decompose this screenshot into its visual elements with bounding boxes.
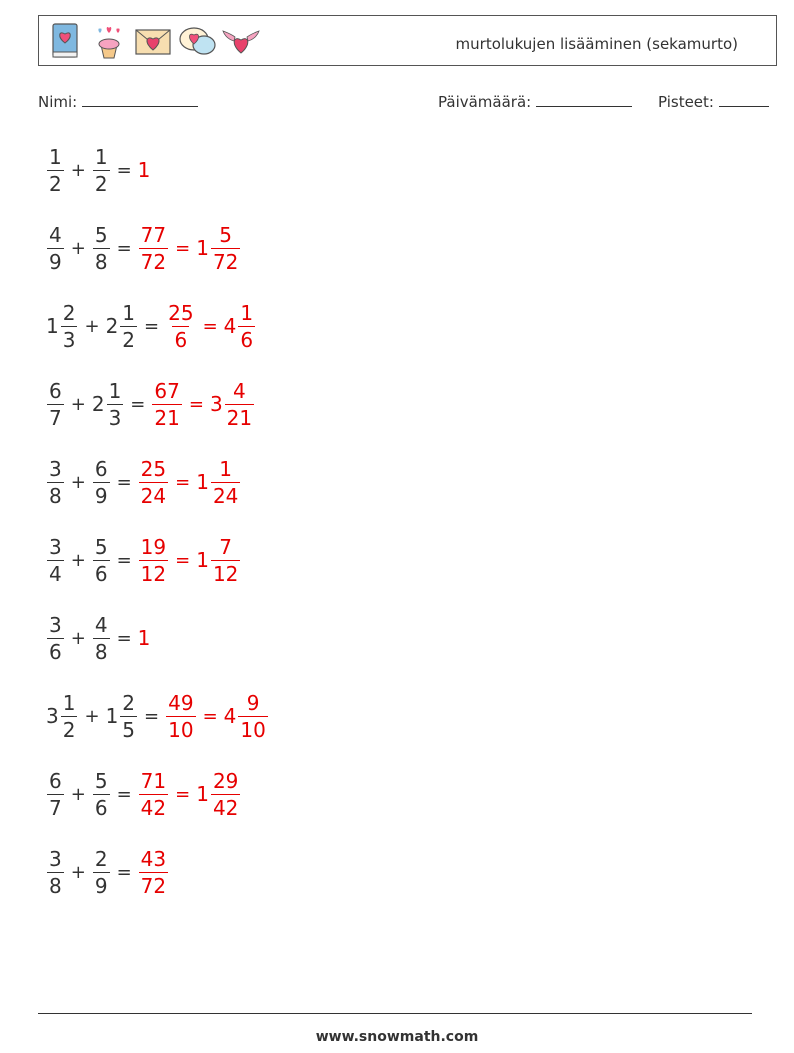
addend-1-fraction <box>47 768 64 820</box>
addend-2 <box>105 690 138 742</box>
answer-mixed-numerator: 1 <box>219 456 233 481</box>
speech-bubbles-heart-icon <box>177 21 217 61</box>
plus-sign: + <box>70 627 86 649</box>
addend-2-whole: 2 <box>91 392 105 416</box>
addend-1-numerator: 3 <box>49 612 62 637</box>
addend-1-numerator: 1 <box>62 690 76 715</box>
addend-2-fraction <box>93 846 110 898</box>
addend-1-fraction <box>47 144 64 196</box>
addend-2-denominator: 5 <box>122 717 136 742</box>
answer <box>138 626 152 650</box>
plus-sign: + <box>70 783 86 805</box>
name-label: Nimi: <box>38 93 78 111</box>
answer-mixed-numerator: 4 <box>233 378 246 403</box>
addend-2 <box>91 378 124 430</box>
answer-mixed-denominator: 72 <box>212 249 239 274</box>
answer <box>138 222 242 274</box>
addend-2-numerator: 6 <box>94 456 108 481</box>
addend-1-denominator: 7 <box>49 405 62 430</box>
answer-mixed-whole: 1 <box>196 236 209 260</box>
addend-1-numerator: 3 <box>49 534 62 559</box>
addend-2-denominator: 8 <box>94 249 108 274</box>
score-blank[interactable] <box>719 92 769 107</box>
date-blank[interactable] <box>536 92 632 107</box>
date-field[interactable] <box>438 92 632 111</box>
answer-improper-fraction <box>139 456 168 508</box>
addend-2-fraction <box>93 144 110 196</box>
answer-improper <box>138 768 169 820</box>
addend-2-denominator: 6 <box>94 795 108 820</box>
answer <box>138 158 152 182</box>
equals-sign: = <box>116 861 132 883</box>
addend-1-numerator: 2 <box>62 300 76 325</box>
name-blank[interactable] <box>82 92 198 107</box>
answer <box>138 534 242 586</box>
answer-mixed-whole: 4 <box>223 704 237 728</box>
addend-2 <box>92 456 111 508</box>
answer-improper-denominator: 72 <box>140 249 167 274</box>
addend-2-whole: 1 <box>105 704 119 728</box>
answer-improper-numerator: 19 <box>140 534 167 559</box>
addend-1-denominator: 8 <box>49 483 62 508</box>
addend-2-numerator: 5 <box>94 768 108 793</box>
problem-row <box>46 372 255 436</box>
answer-mixed <box>196 768 241 820</box>
answer-mixed-numerator: 9 <box>246 690 260 715</box>
answer <box>151 378 255 430</box>
answer-improper <box>138 534 169 586</box>
addend-2-fraction <box>93 222 110 274</box>
addend-1 <box>46 768 65 820</box>
answer-equals-sign: = <box>175 471 191 493</box>
equals-sign: = <box>116 627 132 649</box>
addend-1-denominator: 7 <box>49 795 62 820</box>
equals-sign: = <box>116 237 132 259</box>
answer-mixed <box>196 456 241 508</box>
answer-mixed-fraction <box>238 300 255 352</box>
answer-improper <box>165 690 196 742</box>
answer-mixed <box>223 690 269 742</box>
addend-2-fraction <box>93 768 110 820</box>
addend-1-denominator: 2 <box>62 717 76 742</box>
addend-2-denominator: 6 <box>94 561 108 586</box>
answer-mixed-whole: 1 <box>196 782 209 806</box>
equals-sign: = <box>116 783 132 805</box>
answer-mixed <box>223 300 256 352</box>
answer-mixed-numerator: 5 <box>219 222 233 247</box>
problem-row <box>46 294 256 358</box>
equals-sign: = <box>116 159 132 181</box>
problem-row <box>46 606 151 670</box>
problem-row <box>46 216 241 280</box>
addend-1-fraction <box>61 300 78 352</box>
plus-sign: + <box>84 705 100 727</box>
addend-1 <box>46 690 78 742</box>
answer-mixed-denominator: 6 <box>240 327 254 352</box>
addend-2-fraction <box>93 534 110 586</box>
addend-2-numerator: 5 <box>94 534 108 559</box>
addend-1-numerator: 1 <box>49 144 62 169</box>
plus-sign: + <box>70 471 86 493</box>
addend-1-fraction <box>47 378 64 430</box>
addend-1-denominator: 4 <box>49 561 62 586</box>
addend-1-numerator: 6 <box>49 378 62 403</box>
date-label: Päivämäärä: <box>438 93 532 111</box>
answer-improper-numerator: 25 <box>140 456 167 481</box>
answer-mixed-denominator: 10 <box>240 717 266 742</box>
plus-sign: + <box>84 315 100 337</box>
addend-1-fraction <box>47 534 64 586</box>
plus-sign: + <box>70 237 86 259</box>
addend-1-denominator: 3 <box>62 327 76 352</box>
addend-1-denominator: 6 <box>49 639 62 664</box>
addend-2 <box>92 846 111 898</box>
addend-2 <box>92 612 111 664</box>
book-heart-icon <box>45 21 85 61</box>
addend-1-fraction <box>47 222 64 274</box>
addend-2-denominator: 2 <box>122 327 136 352</box>
answer-improper <box>138 456 169 508</box>
answer-improper-fraction <box>152 378 181 430</box>
answer-improper-fraction <box>139 768 168 820</box>
answer-improper-numerator: 43 <box>140 846 167 871</box>
equals-sign: = <box>144 315 160 337</box>
problem-row <box>46 528 241 592</box>
addend-2 <box>92 222 111 274</box>
answer-improper-denominator: 24 <box>140 483 167 508</box>
addend-2-numerator: 2 <box>122 690 136 715</box>
answer-mixed <box>196 222 241 274</box>
addend-1 <box>46 144 65 196</box>
plus-sign: + <box>70 549 86 571</box>
score-field[interactable] <box>658 92 769 111</box>
problem-row <box>46 840 169 904</box>
answer-value: 1 <box>137 626 151 650</box>
answer-mixed-numerator: 7 <box>219 534 233 559</box>
addend-2 <box>92 534 111 586</box>
answer-improper-fraction <box>139 534 168 586</box>
addend-1-numerator: 4 <box>49 222 62 247</box>
answer-improper-denominator: 21 <box>154 405 180 430</box>
answer-improper-fraction <box>139 222 168 274</box>
answer-mixed <box>209 378 255 430</box>
addend-1 <box>46 612 65 664</box>
answer <box>138 768 242 820</box>
winged-heart-icon <box>221 21 261 61</box>
addend-1-denominator: 2 <box>49 171 62 196</box>
problem-row <box>46 684 269 748</box>
addend-1-numerator: 3 <box>49 456 62 481</box>
answer-mixed-denominator: 12 <box>212 561 239 586</box>
addend-1-fraction <box>61 690 78 742</box>
answer-improper-denominator: 72 <box>140 873 167 898</box>
answer-equals-sign: = <box>175 549 191 571</box>
footer-divider <box>38 1013 752 1014</box>
addend-1 <box>46 534 65 586</box>
answer-improper <box>165 300 196 352</box>
addend-1-numerator: 3 <box>49 846 62 871</box>
addend-1-fraction <box>47 612 64 664</box>
answer-mixed-fraction <box>211 534 240 586</box>
answer-mixed <box>196 534 241 586</box>
answer-equals-sign: = <box>202 315 218 337</box>
answer-improper-denominator: 6 <box>174 327 188 352</box>
addend-2-fraction <box>93 456 110 508</box>
addend-2-denominator: 8 <box>94 639 108 664</box>
answer-improper-numerator: 25 <box>168 300 194 325</box>
addend-1 <box>46 456 65 508</box>
answer <box>138 846 169 898</box>
answer-mixed-whole: 1 <box>196 470 209 494</box>
answer-improper-fraction <box>166 300 195 352</box>
worksheet-title: murtolukujen lisääminen (sekamurto) <box>455 35 738 53</box>
answer-equals-sign: = <box>188 393 204 415</box>
addend-2-denominator: 3 <box>108 405 122 430</box>
answer-improper-denominator: 10 <box>168 717 194 742</box>
addend-2 <box>92 768 111 820</box>
addend-2-fraction <box>107 378 124 430</box>
addend-2-fraction <box>93 612 110 664</box>
answer-mixed-whole: 4 <box>223 314 237 338</box>
addend-1-fraction <box>47 846 64 898</box>
header-icons <box>45 21 261 61</box>
equals-sign: = <box>116 549 132 571</box>
answer-mixed-fraction <box>211 222 240 274</box>
answer-improper <box>138 222 169 274</box>
answer-improper-numerator: 77 <box>140 222 167 247</box>
footer-url: www.snowmath.com <box>315 1029 479 1045</box>
worksheet-header <box>38 15 777 66</box>
answer-mixed-denominator: 42 <box>212 795 239 820</box>
addend-2-numerator: 1 <box>122 300 136 325</box>
equals-sign: = <box>116 471 132 493</box>
answer-improper-denominator: 12 <box>140 561 167 586</box>
plus-sign: + <box>70 159 86 181</box>
addend-2-denominator: 9 <box>94 873 108 898</box>
problem-row <box>46 762 241 826</box>
answer-improper-fraction <box>139 846 168 898</box>
addend-2-numerator: 4 <box>94 612 108 637</box>
answer-improper-denominator: 42 <box>140 795 167 820</box>
addend-2-numerator: 5 <box>94 222 108 247</box>
answer-improper-numerator: 71 <box>140 768 167 793</box>
answer <box>165 690 269 742</box>
answer-value: 1 <box>137 158 151 182</box>
answer-mixed-numerator: 29 <box>212 768 239 793</box>
answer-mixed-fraction <box>238 690 267 742</box>
answer-mixed-fraction <box>225 378 254 430</box>
score-label: Pisteet: <box>658 93 714 111</box>
answer-mixed-whole: 3 <box>209 392 223 416</box>
answer-improper-fraction <box>166 690 195 742</box>
addend-2-denominator: 9 <box>94 483 108 508</box>
cupcake-hearts-icon <box>89 21 129 61</box>
addend-1 <box>46 846 65 898</box>
answer-mixed-denominator: 21 <box>226 405 253 430</box>
equals-sign: = <box>130 393 146 415</box>
plus-sign: + <box>70 861 86 883</box>
addend-1-numerator: 6 <box>49 768 62 793</box>
answer-mixed-numerator: 1 <box>240 300 254 325</box>
addend-2 <box>92 144 111 196</box>
addend-1 <box>46 222 65 274</box>
answer-improper-numerator: 49 <box>168 690 194 715</box>
addend-1-denominator: 8 <box>49 873 62 898</box>
addend-2-fraction <box>120 690 137 742</box>
addend-2-fraction <box>120 300 137 352</box>
answer <box>138 456 242 508</box>
answer-mixed-fraction <box>211 768 240 820</box>
name-field[interactable] <box>38 92 198 111</box>
plus-sign: + <box>70 393 86 415</box>
addend-1-denominator: 9 <box>49 249 62 274</box>
addend-1-whole: 1 <box>46 314 59 338</box>
addend-2 <box>105 300 138 352</box>
addend-2-denominator: 2 <box>94 171 108 196</box>
answer-mixed-whole: 1 <box>196 548 209 572</box>
addend-1 <box>46 300 78 352</box>
answer <box>165 300 256 352</box>
addend-2-numerator: 1 <box>94 144 108 169</box>
answer-improper <box>138 846 169 898</box>
addend-1-whole: 3 <box>46 704 59 728</box>
problem-row <box>46 450 241 514</box>
answer-equals-sign: = <box>175 783 191 805</box>
answer-equals-sign: = <box>202 705 218 727</box>
answer-improper <box>151 378 182 430</box>
answer-mixed-fraction <box>211 456 240 508</box>
equals-sign: = <box>144 705 160 727</box>
problem-row <box>46 138 151 202</box>
answer-mixed-denominator: 24 <box>212 483 239 508</box>
addend-2-whole: 2 <box>105 314 119 338</box>
addend-2-numerator: 2 <box>94 846 108 871</box>
answer-equals-sign: = <box>175 237 191 259</box>
addend-2-numerator: 1 <box>108 378 122 403</box>
addend-1-fraction <box>47 456 64 508</box>
love-letter-icon <box>133 21 173 61</box>
answer-improper-numerator: 67 <box>154 378 180 403</box>
addend-1 <box>46 378 65 430</box>
